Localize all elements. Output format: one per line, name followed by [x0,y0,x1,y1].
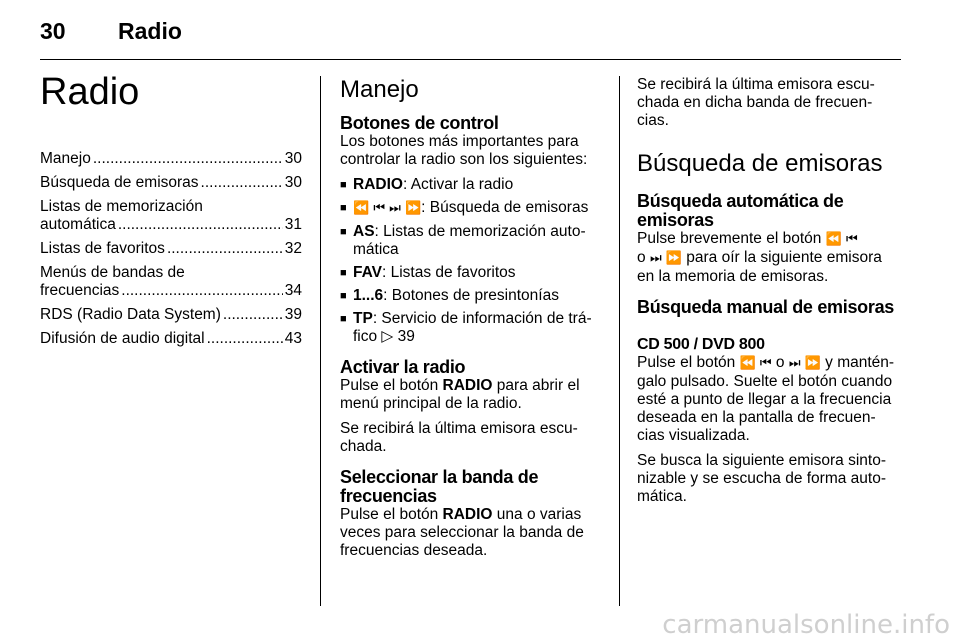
activate-paragraph-1: Pulse el botón RADIO para abrir el menú principal de la radio. [340,377,580,412]
toc-entry-page: 30 [284,174,302,191]
column-divider-2 [619,76,620,606]
toc-leader-dots [207,330,283,348]
activate-paragraph-2: Se recibirá la última emisora escu-chada. [340,420,578,455]
control-button-item [340,310,606,346]
toc-entry-page: 34 [284,282,302,299]
button-key: TP [353,310,373,327]
toc-entry[interactable] [40,174,302,192]
toc-entry-page: 31 [284,216,302,233]
toc-entry-label-line: Listas de memorización [40,198,203,215]
manual-search-paragraph-2: Se busca la siguiente emisora sinto-nizable y se escucha de forma auto-mática. [637,452,886,505]
button-description: : Botones de presintonías [383,287,559,304]
button-key: AS [353,223,375,240]
toc-entry-page: 43 [284,330,302,347]
button-description: : Activar la radio [402,176,514,193]
toc-leader-dots [118,216,283,234]
toc-leader-dots [167,240,283,258]
toc-entry[interactable] [40,150,302,168]
toc-leader-dots [93,150,283,168]
auto-search-paragraph: Pulse brevemente el botón ⏪ ⏮ o ⏭ ⏩ para oír la siguiente emisora en la memoria de emisoras. [637,230,882,285]
seek-forward-icon: ⏭ ⏩ [649,251,682,266]
button-key: RADIO [353,176,403,193]
toc-entry-label: Búsqueda de emisoras [40,174,199,191]
control-button-item [340,199,606,218]
page-number: 30 [40,18,66,44]
toc-entry[interactable] [40,240,302,258]
toc-entry[interactable] [40,306,302,324]
toc-entry-page: 32 [284,240,302,257]
toc-leader-dots [201,174,283,192]
toc-list [40,150,302,348]
button-key: 1...6 [353,287,384,304]
content-column-3 [637,76,902,513]
seek-back-icon: ⏪ ⏮ [739,356,772,371]
button-description: : Búsqueda de emisoras [421,199,589,216]
control-button-item [340,264,606,282]
toc-entry-label: automática [40,216,116,233]
toc-entry[interactable] [40,198,302,234]
header-rule [40,59,901,60]
toc-entry-label: RDS (Radio Data System) [40,306,221,323]
heading-select-band: Seleccionar la banda de frecuencias [340,467,539,506]
heading-activate-radio: Activar la radio [340,357,466,377]
toc-entry[interactable] [40,330,302,348]
manual-search-paragraph-1: Pulse el botón ⏪ ⏮ o ⏭ ⏩ y mantén-galo pulsado. Suelte el botón cuando esté a punto de llegar a la frecuencia deseada en la pantalla de frecuen-cias visualizada. [637,354,895,444]
heading-model: CD 500 / DVD 800 [637,336,765,353]
seek-forward-icon: ⏭ ⏩ [788,356,821,371]
content-column-2 [340,76,606,567]
section-title-manejo: Manejo [340,76,419,103]
control-button-item [340,223,606,259]
band-paragraph: Pulse el botón RADIO una o varias veces para seleccionar la banda de frecuencias deseada. [340,506,584,559]
toc-entry-label: Listas de favoritos [40,240,165,257]
toc-entry-label: Manejo [40,150,91,167]
button-description: : Servicio de información de trá-fico ▷ 39 [353,310,592,345]
seek-buttons-icon: ⏪ ⏮ ⏭ ⏩ [353,201,422,216]
toc-leader-dots [121,282,282,300]
button-key: FAV [353,264,382,281]
toc-entry-page: 30 [284,150,302,167]
control-button-item [340,176,606,194]
button-description: : Listas de favoritos [382,264,516,281]
toc-entry[interactable] [40,264,302,300]
control-buttons-list [340,176,606,346]
continued-paragraph: Se recibirá la última emisora escu-chada en dicha banda de frecuen-cias. [637,76,875,129]
controls-intro: Los botones más importantes para controlar la radio son los siguientes: [340,133,588,168]
radio-key: RADIO [442,377,493,394]
page-header [40,18,920,48]
heading-manual-search: Búsqueda manual de emisoras [637,297,894,317]
toc-leader-dots [223,306,283,324]
button-description: : Listas de memorización auto-mática [353,223,586,258]
seek-back-icon: ⏪ ⏮ [825,232,858,247]
toc-entry-label-line: Menús de bandas de [40,264,185,281]
running-section-title: Radio [118,18,182,44]
control-button-item [340,287,606,305]
watermark: carmanualsonline.info [662,610,950,640]
heading-auto-search: Búsqueda automática de emisoras [637,191,844,230]
section-title-search: Búsqueda de emisoras [637,150,883,177]
radio-key: RADIO [442,506,493,523]
toc-entry-label: frecuencias [40,282,120,299]
chapter-title: Radio [40,71,140,113]
toc-entry-page: 39 [284,306,302,323]
column-divider-1 [320,76,321,606]
toc-entry-label: Difusión de audio digital [40,330,205,347]
heading-control-buttons: Botones de control [340,113,499,133]
toc-column [40,70,302,354]
